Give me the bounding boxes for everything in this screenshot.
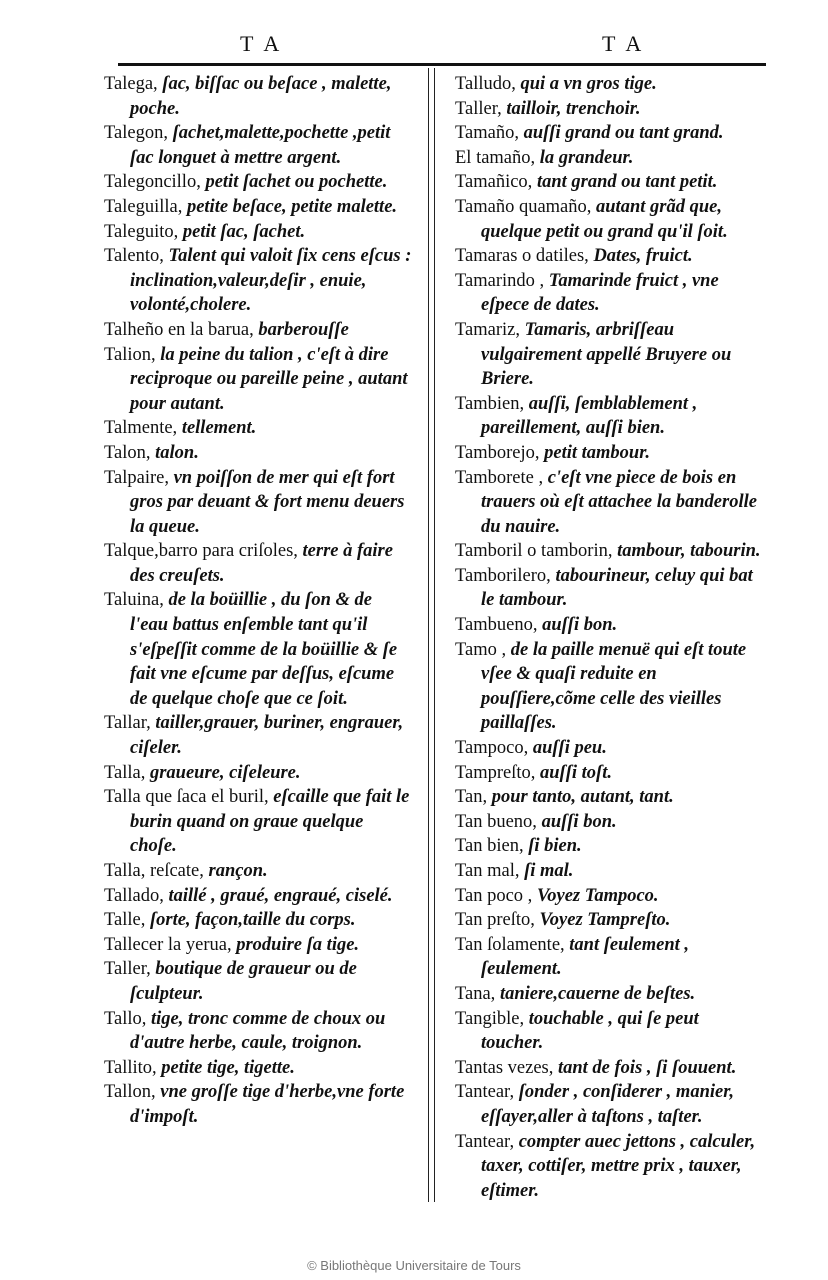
definition: ſi bien. [523, 836, 582, 857]
definition: autant grãd que, quelque petit ou grand qu'il ſoit. [481, 196, 728, 242]
dictionary-entry [104, 195, 414, 220]
definition: Tamaris, arbriſſeau vulgairement appellé Bruyere ou Briere. [481, 319, 732, 390]
headword: Taluina, [104, 590, 164, 611]
dictionary-entry [455, 1056, 765, 1081]
definition: Dates, fruict. [588, 246, 693, 267]
dictionary-entry [455, 466, 765, 540]
dictionary-entry [104, 121, 414, 170]
definition: taillé , graué, engraué, ciselé. [163, 885, 393, 906]
headword: Tallito, [104, 1057, 157, 1078]
dictionary-entry [455, 761, 765, 786]
headword: Talmente, [104, 418, 178, 439]
headword: Tan bueno, [455, 811, 537, 832]
headword: Tallecer la yerua, [104, 934, 232, 955]
left-column [104, 72, 414, 1130]
dictionary-entry [455, 121, 765, 146]
headword: Tallar, [104, 713, 151, 734]
headword: Taleguito, [104, 221, 179, 242]
definition: barberouſſe [253, 319, 349, 340]
dictionary-entry [104, 343, 414, 417]
dictionary-entry [455, 170, 765, 195]
definition: de la boüillie , du ſon & de l'eau battus enſemble tant qu'il s'eſpeſſit comme de la boüillie & ſe fait vne eſcume par deſſus, eſcume de quelque choſe que ce ſoit. [130, 590, 398, 709]
headword: Taller, [104, 959, 151, 980]
headword: Taller, [455, 98, 502, 119]
page-header [0, 30, 828, 68]
definition: Voyez Tampoco. [532, 885, 659, 906]
headword: Tamaras o datiles, [455, 246, 589, 267]
definition: tige, tronc comme de choux ou d'autre herbe, caule, troignon. [130, 1008, 386, 1054]
running-head-right: T A [602, 31, 645, 56]
headword: Tamaño quamaño, [455, 196, 592, 217]
headword: Tan, [455, 787, 488, 808]
headword: Talegoncillo, [104, 172, 201, 193]
header-rule [118, 63, 766, 66]
dictionary-entry [104, 711, 414, 760]
definition: petite tige, tigette. [156, 1057, 295, 1078]
headword: Tan preſto, [455, 910, 535, 931]
headword: Tana, [455, 983, 496, 1004]
dictionary-entry [104, 220, 414, 245]
headword: Tallo, [104, 1008, 147, 1029]
dictionary-entry [455, 1080, 765, 1129]
headword: Tallon, [104, 1082, 156, 1103]
headword: Tantear, [455, 1082, 515, 1103]
dictionary-entry [455, 982, 765, 1007]
definition: Voyez Tampreſto. [534, 910, 671, 931]
dictionary-entry [455, 933, 765, 982]
dictionary-entry [104, 244, 414, 318]
dictionary-entry [455, 195, 765, 244]
definition: petite beſace, petite malette. [182, 196, 398, 217]
definition: la peine du talion , c'eſt à dire reciproque ou pareille peine , autant pour autant. [130, 344, 408, 414]
dictionary-entry [455, 859, 765, 884]
dictionary-entry [455, 318, 765, 392]
definition: de la paille menuë qui eſt toute vſee & quaſi reduite en pouſſiere,cõme celle des vieilles paillaſſes. [481, 639, 747, 734]
right-column [455, 72, 765, 1203]
definition: la grandeur. [535, 147, 634, 168]
dictionary-entry [455, 810, 765, 835]
headword: Tambueno, [455, 615, 538, 636]
headword: Talla, reſcate, [104, 861, 204, 881]
headword: Talega, [104, 74, 158, 94]
dictionary-entry [455, 908, 765, 933]
definition: tellement. [177, 418, 257, 439]
definition: ſac, biſſac ou beſace , malette, poche. [130, 74, 392, 119]
definition: ſachet,malette,pochette ,petit ſac longuet à mettre argent. [130, 123, 391, 168]
definition: petit ſac, ſachet. [178, 221, 306, 242]
headword: Tallado, [104, 885, 164, 906]
headword: El tamaño, [455, 147, 536, 168]
definition: ſi mal. [519, 861, 574, 881]
definition: tant ſeulement , ſeulement. [481, 934, 690, 980]
dictionary-entry [455, 269, 765, 318]
dictionary-entry [104, 72, 414, 121]
headword: Tamborilero, [455, 565, 551, 586]
dictionary-entry [104, 441, 414, 466]
headword: Tamariz, [455, 319, 520, 340]
definition: auſſi bon. [537, 615, 618, 636]
headword: Talheño en la barua, [104, 319, 254, 340]
dictionary-entry [455, 564, 765, 613]
headword: Talle, [104, 910, 146, 931]
definition: tailloir, trenchoir. [501, 98, 641, 119]
column-divider [434, 68, 435, 1202]
dictionary-entry [455, 613, 765, 638]
headword: Talludo, [455, 74, 516, 94]
dictionary-entry [455, 146, 765, 171]
dictionary-entry [104, 539, 414, 588]
dictionary-entry [104, 785, 414, 859]
definition: ſonder , conſiderer , manier, eſſayer,aller à taſtons , taſter. [481, 1082, 735, 1127]
definition: tabourineur, celuy qui bat le tambour. [481, 565, 753, 611]
copyright-footer: © Bibliothèque Universitaire de Tours [307, 1258, 521, 1273]
headword: Tamaño, [455, 123, 519, 144]
dictionary-entry [104, 1007, 414, 1056]
definition: talon. [150, 442, 199, 463]
headword: Tangible, [455, 1008, 525, 1029]
dictionary-entry [104, 859, 414, 884]
headword: Talento, [104, 246, 164, 267]
headword: Talion, [104, 344, 156, 365]
definition: tambour, tabourin. [612, 541, 761, 562]
dictionary-entry [104, 761, 414, 786]
definition: vn poiſſon de mer qui eſt fort gros par deuant & fort menu deuers la queue. [130, 467, 405, 537]
headword: Taleguilla, [104, 196, 183, 217]
headword: Talpaire, [104, 467, 169, 488]
definition: pour tanto, autant, tant. [487, 787, 674, 808]
dictionary-entry [455, 244, 765, 269]
definition: auſſi toſt. [535, 762, 612, 783]
dictionary-entry [455, 97, 765, 122]
headword: Talegon, [104, 123, 168, 144]
definition: tant de fois , ſi ſouuent. [553, 1057, 737, 1078]
headword: Tamboril o tamborin, [455, 541, 613, 562]
dictionary-entry [455, 884, 765, 909]
headword: Talla que ſaca el buril, [104, 787, 269, 808]
dictionary-entry [455, 1007, 765, 1056]
headword: Talon, [104, 442, 151, 463]
dictionary-entry [104, 884, 414, 909]
dictionary-entry [104, 1056, 414, 1081]
dictionary-entry [104, 416, 414, 441]
definition: petit tambour. [539, 442, 651, 463]
dictionary-entry [104, 957, 414, 1006]
definition: auſſi bon. [536, 811, 617, 832]
headword: Tan poco , [455, 885, 533, 906]
headword: Tampreſto, [455, 762, 536, 783]
definition: boutique de graueur ou de ſculpteur. [130, 959, 357, 1004]
definition: tant grand ou tant petit. [532, 172, 718, 193]
headword: Talla, [104, 762, 146, 783]
headword: Tampoco, [455, 738, 529, 759]
definition: auſſi grand ou tant grand. [518, 123, 724, 144]
definition: taniere,cauerne de beſtes. [495, 983, 696, 1004]
definition: petit ſachet ou pochette. [200, 172, 388, 193]
definition: qui a vn gros tige. [515, 74, 657, 94]
dictionary-entry [104, 588, 414, 711]
definition: vne groſſe tige d'herbe,vne forte d'impoſt. [130, 1082, 405, 1127]
headword: Tan bien, [455, 836, 524, 857]
dictionary-entry [455, 785, 765, 810]
dictionary-entry [104, 170, 414, 195]
headword: Tambien, [455, 393, 525, 414]
dictionary-entry [455, 736, 765, 761]
headword: Tamborete , [455, 467, 544, 488]
definition: c'eſt vne piece de bois en trauers où eſt attachee la banderolle du nauire. [481, 467, 757, 537]
headword: Tan ſolamente, [455, 934, 565, 955]
dictionary-entry [104, 933, 414, 958]
definition: rançon. [203, 861, 268, 881]
dictionary-entry [455, 834, 765, 859]
dictionary-entry [455, 638, 765, 736]
running-head-left: T A [240, 31, 283, 56]
definition: produire ſa tige. [231, 934, 360, 955]
dictionary-entry [104, 1080, 414, 1129]
definition: eſcaille que fait le burin quand on graue quelque choſe. [130, 787, 410, 857]
headword: Tamo , [455, 639, 507, 660]
headword: Tantas vezes, [455, 1057, 554, 1078]
headword: Talque,barro para criſoles, [104, 541, 298, 562]
definition: terre à faire des creuſets. [130, 541, 393, 586]
dictionary-entry [455, 539, 765, 564]
headword: Tantear, [455, 1131, 515, 1152]
column-divider [428, 68, 429, 1202]
headword: Tamañico, [455, 172, 533, 193]
definition: Talent qui valoit ſix cens eſcus : inclination,valeur,deſir , enuie, volonté,cholere. [130, 246, 412, 316]
dictionary-entry [455, 441, 765, 466]
headword: Tan mal, [455, 861, 520, 881]
definition: auſſi peu. [528, 738, 607, 759]
definition: touchable , qui ſe peut toucher. [481, 1008, 699, 1054]
definition: compter auec jettons , calculer, taxer, cottiſer, mettre prix , tauxer, eſtimer. [481, 1131, 756, 1201]
definition: tailler,grauer, buriner, engrauer, ciſeler. [130, 713, 404, 759]
definition: auſſi, ſemblablement , pareillement, auſſi bien. [481, 393, 698, 439]
definition: Tamarinde fruict , vne eſpece de dates. [481, 270, 719, 316]
dictionary-entry [455, 72, 765, 97]
dictionary-entry [455, 1130, 765, 1204]
dictionary-entry [104, 908, 414, 933]
headword: Tamarindo , [455, 270, 545, 291]
headword: Tamborejo, [455, 442, 540, 463]
dictionary-entry [455, 392, 765, 441]
dictionary-entry [104, 318, 414, 343]
dictionary-entry [104, 466, 414, 540]
definition: ſorte, façon,taille du corps. [145, 910, 356, 931]
definition: graueure, ciſeleure. [145, 762, 301, 783]
